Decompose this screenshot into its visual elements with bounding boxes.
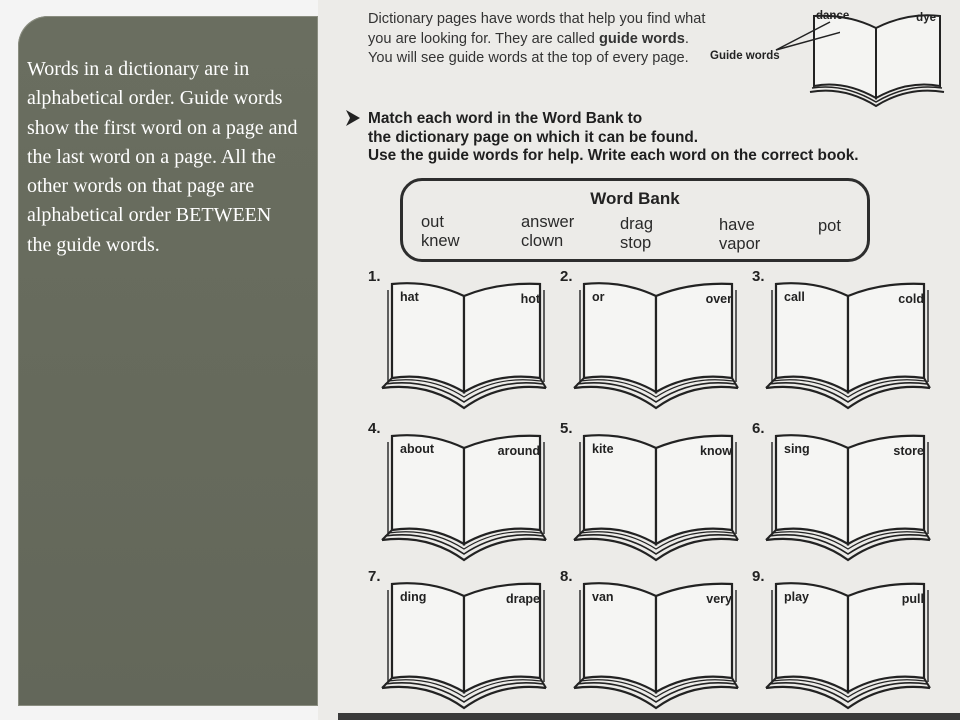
instruction-line-1: Match each word in the Word Bank to: [368, 110, 643, 127]
word-bank-word: answer: [521, 213, 575, 231]
dictionary-book: [570, 430, 742, 565]
guide-words-callout: Guide words: [710, 50, 780, 62]
guide-word-left: play: [784, 590, 810, 604]
slide-body-text: Words in a dictionary are in alphabetical order. Guide words show the first word on a page and the last word on a page. All the other words on that page are alphabetical order BETWEEN the guide words.: [27, 58, 298, 256]
word-bank-box: [400, 178, 870, 262]
book-number: 9.: [752, 568, 765, 585]
dictionary-book: [378, 278, 550, 413]
guide-word-right: over: [705, 292, 732, 306]
guide-word-left: van: [592, 590, 614, 604]
word-bank-word: clown: [521, 232, 564, 250]
book-number: 5.: [560, 420, 573, 437]
dictionary-book: [378, 430, 550, 565]
guide-word-left: kite: [592, 442, 614, 456]
guide-arrows: [700, 20, 840, 70]
word-bank-title: Word Bank: [590, 189, 680, 208]
guide-word-right: very: [706, 592, 732, 606]
arrow-bullet-icon: [344, 106, 362, 130]
guide-word-right: around: [497, 444, 540, 458]
book-number: 6.: [752, 420, 765, 437]
instruction-line-3: Use the guide words for help. Write each word on the correct book.: [368, 147, 859, 164]
word-bank-word: have: [719, 216, 755, 234]
dictionary-book: [762, 578, 934, 713]
book-number: 1.: [368, 268, 381, 285]
worksheet-intro: [368, 10, 708, 69]
guide-word-right: hot: [520, 292, 540, 306]
guide-word-left: call: [784, 290, 805, 304]
guide-word-right: know: [700, 444, 732, 458]
dictionary-book: [570, 578, 742, 713]
sample-guide-left: dance: [816, 10, 850, 22]
word-bank-word: knew: [421, 232, 460, 250]
word-bank-word: vapor: [719, 235, 761, 253]
guide-word-right: store: [893, 444, 924, 458]
guide-word-left: hat: [400, 290, 419, 304]
dictionary-book: [378, 578, 550, 713]
word-bank-word: stop: [620, 234, 652, 252]
book-number: 4.: [368, 420, 381, 437]
word-bank-word: pot: [818, 217, 841, 235]
intro-bold: guide words: [598, 30, 685, 47]
page-edge: [338, 713, 960, 720]
book-number: 3.: [752, 268, 765, 285]
guide-word-left: about: [400, 442, 435, 456]
intro-text-1: Dictionary pages have words that help you find what you are looking for. They are called: [368, 11, 706, 47]
guide-word-left: or: [592, 290, 605, 304]
guide-word-right: pull: [901, 592, 924, 606]
dictionary-book: [570, 278, 742, 413]
book-number: 8.: [560, 568, 573, 585]
book-number: 7.: [368, 568, 381, 585]
instruction-line-2: the dictionary page on which it can be found.: [368, 128, 699, 146]
guide-word-left: ding: [400, 590, 427, 604]
guide-word-right: drape: [505, 592, 540, 606]
instructions: [368, 110, 948, 166]
dictionary-book: [762, 430, 934, 565]
book-number: 2.: [560, 268, 573, 285]
sample-guide-right: dye: [916, 12, 936, 24]
guide-word-right: cold: [898, 292, 924, 306]
word-bank-word: out: [421, 213, 444, 231]
dictionary-book: [762, 278, 934, 413]
guide-word-left: sing: [784, 442, 810, 456]
intro-text-2: . You will see guide words at the top of every page.: [368, 30, 689, 66]
word-bank-word: drag: [620, 215, 654, 233]
